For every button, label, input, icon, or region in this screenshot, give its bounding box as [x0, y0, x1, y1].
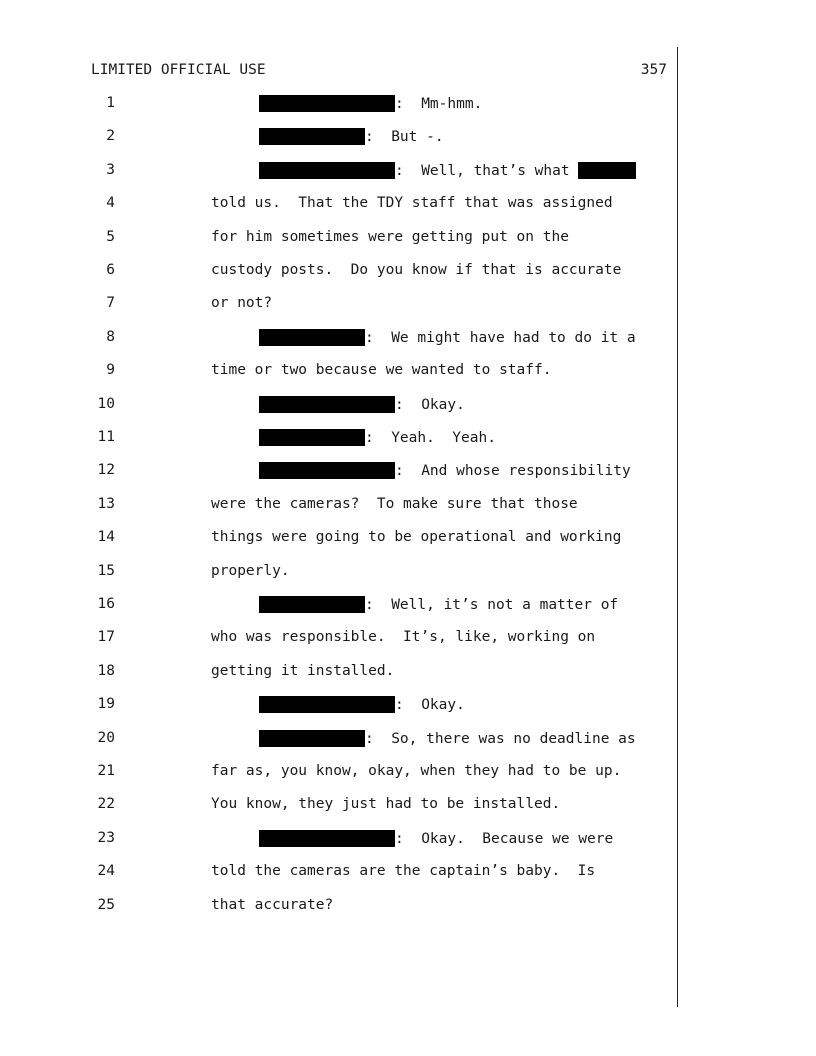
line-number: 20: [97, 729, 115, 746]
speaker-redaction: [259, 128, 365, 145]
page-number: 357: [640, 62, 667, 78]
transcript-line: [0, 897, 676, 917]
line-text: [211, 863, 595, 879]
line-number: 9: [106, 362, 115, 379]
line-text: [259, 462, 631, 479]
transcript-line: [0, 295, 676, 315]
line-content: were the cameras? To make sure that those: [211, 495, 578, 512]
transcript-line: [0, 195, 676, 215]
line-content: : But -.: [365, 129, 444, 146]
line-text: [211, 295, 272, 311]
transcript-line: [0, 796, 676, 816]
line-content: for him sometimes were getting put on the: [211, 228, 569, 245]
line-content: : Okay. Because we were: [395, 830, 614, 847]
transcript-line: [0, 696, 676, 716]
line-text: [259, 596, 618, 613]
line-content: : Okay.: [395, 697, 465, 714]
line-content: time or two because we wanted to staff.: [211, 362, 552, 379]
line-content: told us. That the TDY staff that was assigned: [211, 195, 613, 212]
line-content: far as, you know, okay, when they had to be up.: [211, 763, 622, 779]
line-content: : We might have had to do it a: [365, 329, 636, 346]
line-text: [211, 663, 394, 679]
transcript-line: [0, 830, 676, 850]
line-text: [211, 362, 551, 378]
speaker-redaction: [259, 830, 395, 847]
line-text: [211, 262, 621, 278]
inline-name-redaction: [578, 162, 636, 179]
line-text: [211, 195, 613, 211]
line-content: getting it installed.: [211, 662, 395, 679]
transcript-line: [0, 95, 676, 115]
line-number: 2: [106, 128, 115, 145]
line-text: [211, 897, 333, 913]
line-content: who was responsible. It’s, like, working on: [211, 629, 596, 646]
line-text: [259, 162, 636, 179]
line-text: [211, 563, 290, 579]
right-margin-rule: [677, 47, 678, 1007]
line-number: 19: [97, 696, 115, 713]
line-text: [259, 429, 496, 446]
line-text: [259, 696, 465, 713]
line-number: 18: [97, 662, 115, 679]
line-content: You know, they just had to be installed.: [211, 796, 561, 813]
line-content: things were going to be operational and working: [211, 529, 622, 546]
line-number: 17: [97, 629, 115, 646]
transcript-line: [0, 596, 676, 616]
transcript-line: [0, 863, 676, 883]
line-number: 23: [97, 829, 115, 846]
transcript-line: [0, 329, 676, 349]
transcript-line: [0, 629, 676, 649]
line-number: 14: [97, 529, 115, 546]
line-text: [211, 629, 595, 645]
line-text: [211, 763, 621, 779]
line-number: 13: [97, 495, 115, 512]
transcript-line: [0, 529, 676, 549]
line-number: 7: [106, 295, 115, 312]
transcript-line: [0, 429, 676, 449]
line-number: 16: [97, 596, 115, 612]
transcript-line: [0, 763, 676, 783]
transcript-line: [0, 730, 676, 750]
speaker-redaction: [259, 162, 395, 179]
line-content: or not?: [211, 295, 273, 312]
transcript-line: [0, 663, 676, 683]
line-text: [211, 529, 621, 545]
line-number: 11: [97, 429, 115, 445]
speaker-redaction: [259, 429, 365, 446]
speaker-redaction: [259, 596, 365, 613]
line-content: : Well, that’s what: [395, 162, 579, 179]
transcript-line: [0, 496, 676, 516]
speaker-redaction: [259, 396, 395, 413]
line-text: [259, 730, 636, 747]
transcript-line: [0, 162, 676, 182]
line-content: told the cameras are the captain’s baby. Is: [211, 863, 596, 880]
line-number: 22: [97, 796, 115, 813]
line-content: : So, there was no deadline as: [365, 730, 636, 747]
line-content: : Okay.: [395, 396, 465, 413]
transcript-line: [0, 262, 676, 282]
line-number: 4: [106, 195, 115, 212]
line-text: [259, 128, 444, 145]
line-number: 5: [106, 228, 115, 245]
line-content: : And whose responsibility: [395, 463, 631, 480]
line-number: 24: [97, 863, 115, 880]
line-content: that accurate?: [211, 896, 334, 913]
line-content: : Well, it’s not a matter of: [365, 597, 619, 613]
line-text: [211, 496, 578, 512]
line-text: [211, 229, 569, 245]
line-content: : Yeah. Yeah.: [365, 430, 496, 446]
line-number: 3: [106, 161, 115, 178]
transcript-line: [0, 128, 676, 148]
transcript-line: [0, 362, 676, 382]
transcript-line: [0, 396, 676, 416]
line-number: 6: [106, 262, 115, 278]
classification-header: LIMITED OFFICIAL USE: [91, 62, 266, 78]
speaker-redaction: [259, 329, 365, 346]
line-text: [259, 329, 636, 346]
line-number: 21: [97, 763, 115, 779]
line-number: 10: [97, 395, 115, 412]
line-content: properly.: [211, 562, 290, 579]
line-number: 12: [97, 462, 115, 479]
line-number: 15: [97, 562, 115, 579]
transcript-line: [0, 462, 676, 482]
line-text: [259, 396, 465, 413]
speaker-redaction: [259, 95, 395, 112]
line-text: [211, 796, 560, 812]
transcript-line: [0, 563, 676, 583]
line-content: custody posts. Do you know if that is accurate: [211, 262, 622, 278]
line-number: 1: [106, 95, 115, 111]
line-number: 25: [97, 896, 115, 913]
speaker-redaction: [259, 462, 395, 479]
transcript-line: [0, 229, 676, 249]
line-text: [259, 830, 613, 847]
speaker-redaction: [259, 730, 365, 747]
line-number: 8: [106, 328, 115, 345]
line-content: : Mm-hmm.: [395, 96, 483, 112]
line-text: [259, 95, 482, 112]
speaker-redaction: [259, 696, 395, 713]
